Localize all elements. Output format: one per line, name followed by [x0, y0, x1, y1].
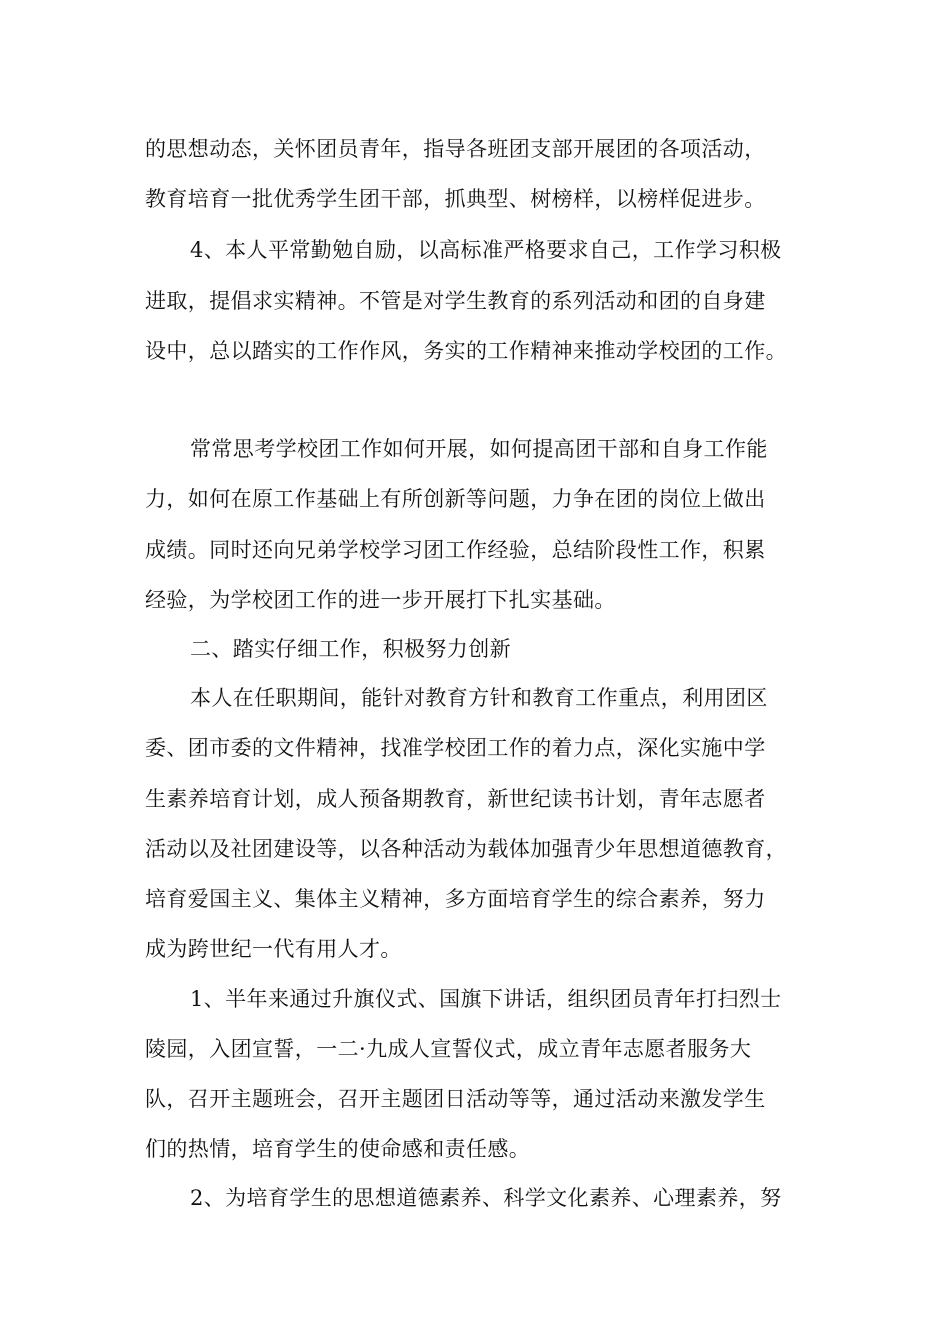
text-line: 的思想动态，关怀团员青年，指导各班团支部开展团的各项活动， [145, 137, 766, 161]
section-heading: 二、踏实仔细工作，积极努力创新 [190, 637, 511, 661]
text-line: 成绩。同时还向兄弟学校学习团工作经验，总结阶段性工作，积累 [145, 538, 766, 562]
text-line: 1、半年来通过升旗仪式、国旗下讲话，组织团员青年打扫烈士 [190, 987, 782, 1011]
text-line: 培育爱国主义、集体主义精神，多方面培育学生的综合素养，努力 [145, 887, 766, 911]
text-line: 经验，为学校团工作的进一步开展打下扎实基础。 [145, 588, 616, 612]
text-line: 成为跨世纪一代有用人才。 [145, 937, 402, 961]
text-line: 们的热情，培育学生的使命感和责任感。 [145, 1137, 531, 1161]
text-line: 2、为培育学生的思想道德素养、科学文化素养、心理素养，努 [190, 1186, 782, 1210]
text-line: 生素养培育计划，成人预备期教育，新世纪读书计划，青年志愿者 [145, 787, 766, 811]
text-line: 委、团市委的文件精神，找准学校团工作的着力点，深化实施中学 [145, 736, 766, 760]
text-line: 力，如何在原工作基础上有所创新等问题，力争在团的岗位上做出 [145, 487, 766, 511]
text-line: 设中，总以踏实的工作作风，务实的工作精神来推动学校团的工作。 [145, 339, 787, 363]
text-line: 教育培育一批优秀学生团干部，抓典型、树榜样，以榜样促进步。 [145, 187, 766, 211]
text-line: 常常思考学校团工作如何开展，如何提高团干部和自身工作能 [190, 437, 768, 461]
text-line: 本人在任职期间，能针对教育方针和教育工作重点，利用团区 [190, 686, 768, 710]
text-line: 进取，提倡求实精神。不管是对学生教育的系列活动和团的自身建 [145, 289, 766, 313]
text-line: 活动以及社团建设等，以各种活动为载体加强青少年思想道德教育， [145, 837, 787, 861]
text-line: 队，召开主题班会，召开主题团日活动等等，通过活动来激发学生 [145, 1087, 766, 1111]
text-line: 4、本人平常勤勉自励，以高标准严格要求自己，工作学习积极 [190, 238, 782, 262]
text-line: 陵园，入团宣誓，一二·九成人宣誓仪式，成立青年志愿者服务大 [145, 1037, 752, 1061]
